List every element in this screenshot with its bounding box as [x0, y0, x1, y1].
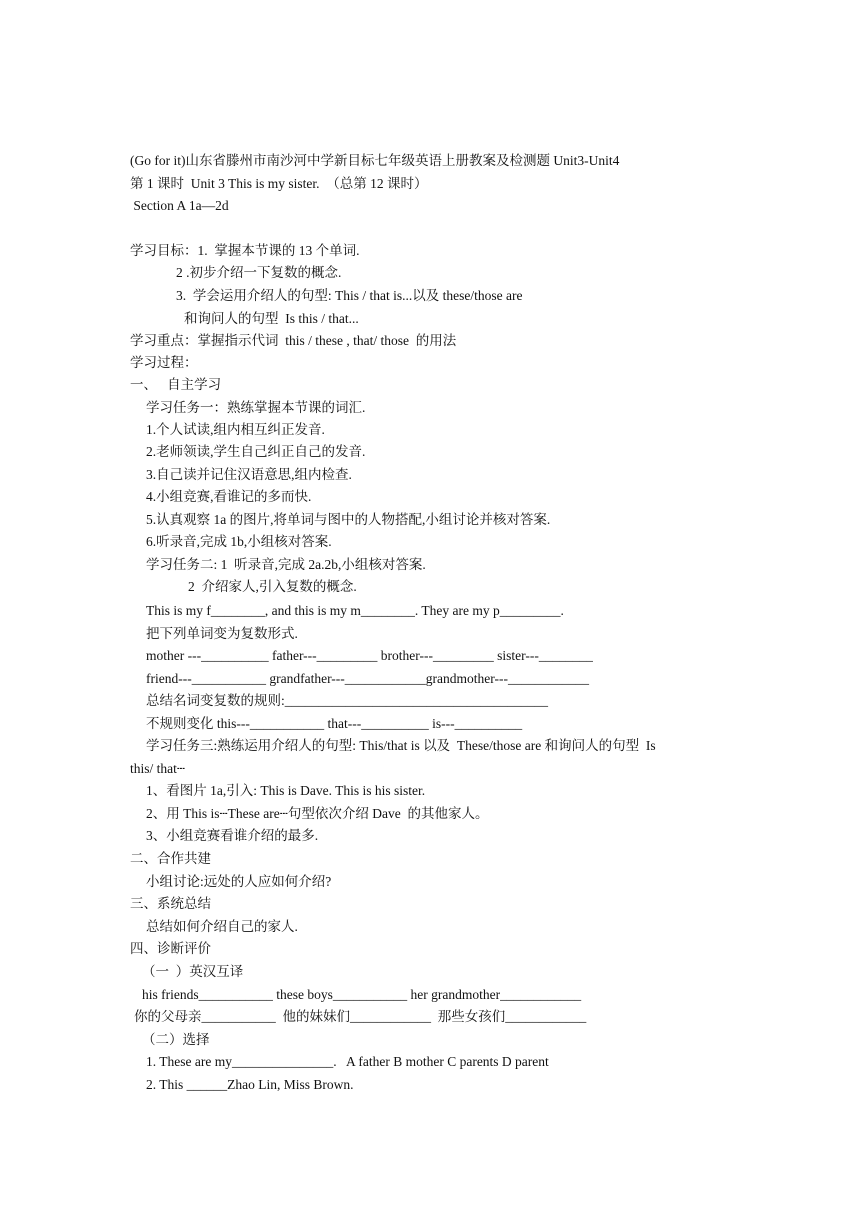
irregular-line: 不规则变化 this---___________ that---__________ is---__________: [146, 716, 523, 731]
step-6: 6.听录音,完成 1b,小组核对答案.: [146, 534, 332, 549]
task3-step-1: 1、看图片 1a,引入: This is Dave. This is his sister.: [146, 783, 426, 798]
objective-4: 和询问人的句型 Is this / that...: [184, 311, 359, 326]
part4-heading: 四、诊断评价: [130, 941, 211, 956]
process-line: 学习过程：: [130, 355, 198, 370]
plural-row-2: friend---___________ grandfather---____________grandmother---____________: [146, 671, 589, 686]
task3-line2: this/ that┄: [130, 761, 186, 776]
task1-line: 学习任务一：熟练掌握本节课的词汇.: [146, 400, 366, 415]
part4-sub2: （二）选择: [142, 1032, 210, 1047]
task2-line2: 2 介绍家人,引入复数的概念.: [188, 579, 357, 594]
document-title: (Go for it)山东省滕州市南沙河中学新目标七年级英语上册教案及检测题 Unit3-Unit4: [130, 153, 620, 168]
translation-row-1: his friends___________ these boys___________ her grandmother____________: [142, 987, 582, 1002]
plural-row-1: mother ---__________ father---_________ brother---_________ sister---________: [146, 648, 593, 663]
question-2: 2. This ______Zhao Lin, Miss Brown.: [146, 1077, 354, 1092]
part4-sub1: （一 ）英汉互译: [142, 964, 244, 979]
objective-2: 2 .初步介绍一下复数的概念.: [176, 265, 342, 280]
objective-1: 学习目标：1. 掌握本节课的 13 个单词.: [130, 243, 360, 258]
section-line: Section A 1a—2d: [130, 198, 229, 213]
task3-step-2: 2、用 This is┄These are┄句型依次介绍 Dave 的其他家人。: [146, 806, 489, 821]
rule-line: 总结名词变复数的规则:_______________________________________: [146, 693, 549, 708]
task2-line1: 学习任务二: 1 听录音,完成 2a.2b,小组核对答案.: [146, 557, 426, 572]
fill-sentence: This is my f________, and this is my m________. They are my p_________.: [146, 603, 564, 618]
lesson-line: 第 1 课时 Unit 3 This is my sister. （总第 12 课时）: [130, 176, 428, 191]
question-1: 1. These are my_______________. A father B mother C parents D parent: [146, 1054, 549, 1069]
part3-heading: 三、系统总结: [130, 896, 211, 911]
task3-step-3: 3、小组竞赛看谁介绍的最多.: [146, 828, 319, 843]
plural-instruction: 把下列单词变为复数形式.: [146, 626, 298, 641]
part3-content: 总结如何介绍自己的家人.: [146, 919, 298, 934]
translation-row-2: 你的父母亲___________ 他的妹妹们____________ 那些女孩们____________: [134, 1009, 587, 1024]
part2-heading: 二、合作共建: [130, 851, 211, 866]
focus-line: 学习重点：掌握指示代词 this / these , that/ those 的用法: [130, 333, 457, 348]
task3-line1: 学习任务三:熟练运用介绍人的句型: This/that is 以及 These/those are 和询问人的句型 Is: [146, 738, 656, 753]
step-4: 4.小组竞赛,看谁记的多而快.: [146, 489, 312, 504]
step-5: 5.认真观察 1a 的图片,将单词与图中的人物搭配,小组讨论并核对答案.: [146, 512, 551, 527]
step-1: 1.个人试读,组内相互纠正发音.: [146, 422, 325, 437]
part1-heading: 一、 自主学习: [130, 377, 222, 392]
step-2: 2.老师领读,学生自己纠正自己的发音.: [146, 444, 366, 459]
part2-content: 小组讨论:远处的人应如何介绍?: [146, 874, 332, 889]
step-3: 3.自己读并记住汉语意思,组内检查.: [146, 467, 352, 482]
objective-3: 3. 学会运用介绍人的句型: This / that is...以及 these/those are: [176, 288, 523, 303]
